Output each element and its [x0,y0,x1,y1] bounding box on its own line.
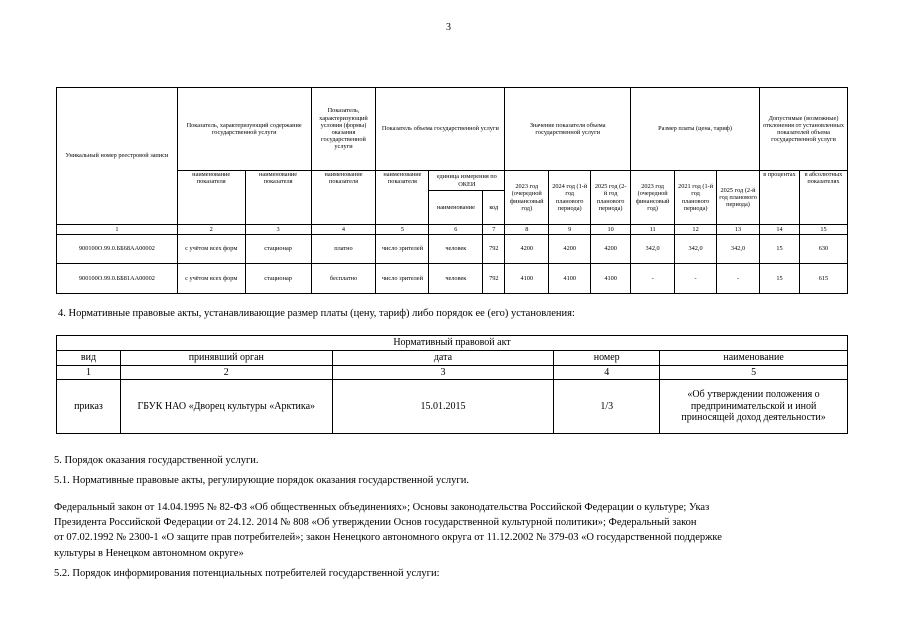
cell: число зрителей [376,264,429,294]
table-row [57,380,848,434]
header-okei-name: наименование [429,191,483,225]
table-row [57,235,848,264]
header-fee: Размер платы (цена, тариф) [631,88,760,171]
header-indicator-name-1: наименование показателя [177,171,245,225]
cell: 630 [799,235,847,264]
header-f2021: 2021 год (1-й год планового периода) [675,171,717,225]
header-content-indicator: Показатель, характеризующий содержание государственной услуги [177,88,311,171]
header-y2025: 2025 год (2-й год планового периода) [591,171,631,225]
header-indicator-name-4: наименование показателя [376,171,429,225]
cell: стационар [245,235,311,264]
cell-act-body: ГБУК НАО «Дворец культуры «Арктика» [120,380,332,434]
header-volume-value: Значение показателя объема государственной услуги [505,88,631,171]
col-num: 2 [177,225,245,235]
laws-line: культуры в Ненецком автономном округе» [54,547,244,559]
col-num: 12 [675,225,717,235]
header-unique-number: Уникальный номер реестровой записи [57,88,178,225]
cell-act-number: 1/3 [554,380,660,434]
cell: стационар [245,264,311,294]
header-indicator-name-2: наименование показателя [245,171,311,225]
header-y2024: 2024 год (1-й год планового периода) [549,171,591,225]
header-f2025: 2025 год (2-й год планового периода) [717,171,760,225]
cell: с учётом всех форм [177,264,245,294]
cell: 15 [759,264,799,294]
header-name: наименование [660,351,848,366]
cell: число зрителей [376,235,429,264]
col-num: 4 [311,225,376,235]
section-5-2-title: 5.2. Порядок информирования потенциальных потребителей государственной услуги: [54,568,440,579]
cell: - [717,264,760,294]
col-num: 5 [660,366,848,380]
cell: 4100 [591,264,631,294]
col-num: 8 [505,225,549,235]
col-num: 10 [591,225,631,235]
cell: 342,0 [631,235,675,264]
header-number: номер [554,351,660,366]
cell: 615 [799,264,847,294]
col-num: 1 [57,225,178,235]
cell: 15 [759,235,799,264]
cell: - [675,264,717,294]
col-num: 3 [332,366,554,380]
header-y2023: 2023 год (очередной финансовый год) [505,171,549,225]
cell: 4200 [591,235,631,264]
cell: 4100 [549,264,591,294]
section-5-title: 5. Порядок оказания государственной услуги. [54,455,259,466]
header-in-percent: в процентах [759,171,799,225]
page-number: 3 [446,22,451,33]
col-num: 13 [717,225,760,235]
cell: с учётом всех форм [177,235,245,264]
header-okei-unit: единица измерения по ОКЕИ [429,171,505,191]
cell-act-date: 15.01.2015 [332,380,554,434]
header-date: дата [332,351,554,366]
cell: 792 [483,264,505,294]
col-num: 4 [554,366,660,380]
cell: 4200 [505,235,549,264]
table-row [57,264,848,294]
header-indicator-name-3: наименование показателя [311,171,376,225]
section-5-1-title: 5.1. Нормативные правовые акты, регулирующие порядок оказания государственной услуги. [54,475,469,486]
col-num: 14 [759,225,799,235]
legal-act-table [56,335,848,434]
cell: человек [429,264,483,294]
cell: платно [311,235,376,264]
cell-registry-number: 900100О.99.0.ББ81АА00002 [57,264,178,294]
col-num: 5 [376,225,429,235]
laws-line: от 07.02.1992 № 2300-1 «О защите прав потребителей»; закон Ненецкого автономного округа от 11.12.2002 № 379-03 «О государственной поддержке [54,532,722,544]
col-num: 11 [631,225,675,235]
header-f2023: 2023 год (очередной финансовый год) [631,171,675,225]
cell: 342,0 [675,235,717,264]
cell-act-type: приказ [57,380,121,434]
header-volume-indicator: Показатель объема государственной услуги [376,88,505,171]
legal-act-caption: Нормативный правовой акт [57,336,848,351]
cell: 4200 [549,235,591,264]
header-type: вид [57,351,121,366]
header-conditions-indicator: Показатель, характеризующий условия (формы) оказания государственной услуги [311,88,376,171]
cell-act-name: «Об утверждении положения о предпринимательской и иной приносящей доход деятельности» [660,380,848,434]
col-num: 7 [483,225,505,235]
service-volume-table [56,87,848,294]
column-numbers-row [57,225,848,235]
col-num: 6 [429,225,483,235]
col-num: 2 [120,366,332,380]
col-num: 9 [549,225,591,235]
cell: - [631,264,675,294]
cell: 4100 [505,264,549,294]
col-num: 3 [245,225,311,235]
header-in-absolute: в абсолютных показателях [799,171,847,225]
header-deviations: Допустимые (возможные) отклонения от установленных показателей объема государственной услуги [759,88,847,171]
cell: 342,0 [717,235,760,264]
cell: 792 [483,235,505,264]
header-okei-code: код [483,191,505,225]
col-num: 1 [57,366,121,380]
col-num: 15 [799,225,847,235]
cell: бесплатно [311,264,376,294]
laws-line: Президента Российской Федерации от 24.12. 2014 № 808 «Об утверждении Основ государственной культурной политики»; Федеральный закон [54,517,697,529]
laws-paragraph [54,500,854,561]
section-4-title: 4. Нормативные правовые акты, устанавливающие размер платы (цену, тариф) либо порядок ее (его) установления: [58,308,575,319]
header-body: принявший орган [120,351,332,366]
cell-registry-number: 900100О.99.0.ББ68АА00002 [57,235,178,264]
cell: человек [429,235,483,264]
laws-line: Федеральный закон от 14.04.1995 № 82-ФЗ «Об общественных объединениях»; Основы законодательства Российской Федерации о культуре; Указ [54,502,710,513]
